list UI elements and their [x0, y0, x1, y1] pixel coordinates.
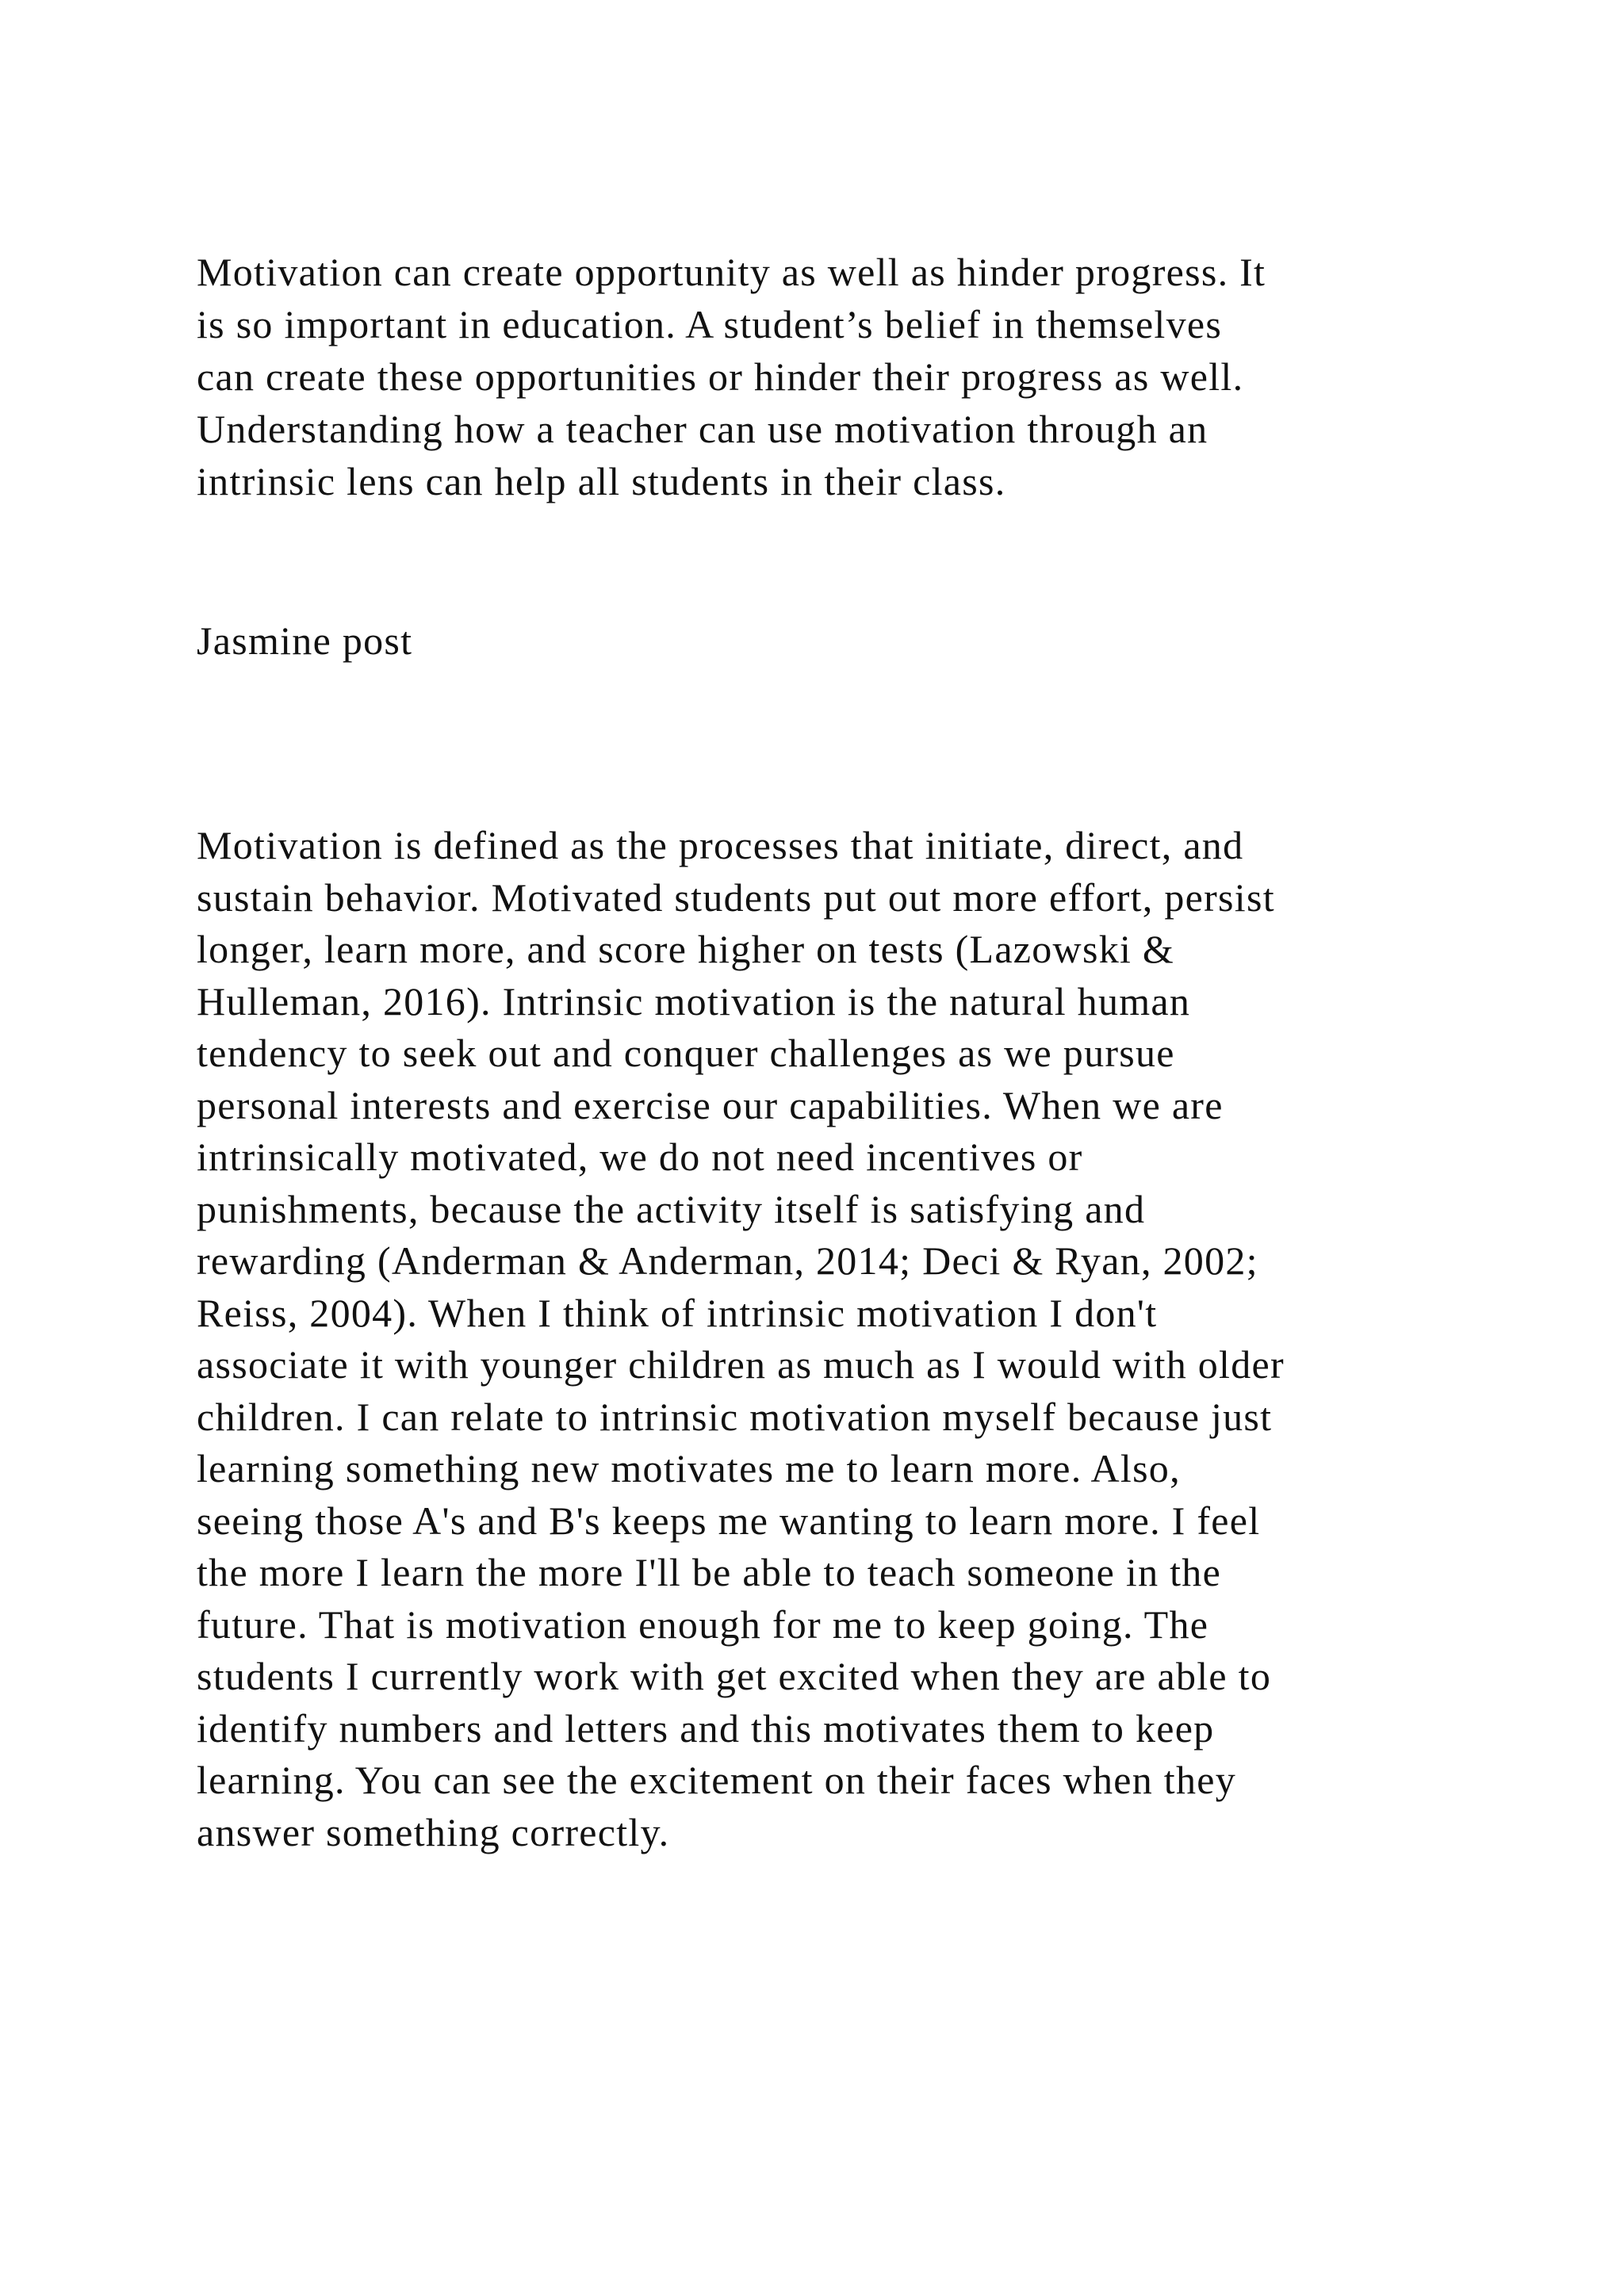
intro-paragraph: Motivation can create opportunity as well as hinder progress. It is so important in education. A student’s belief in themselves can create these opportunities or hinder their progress as well. Understanding how a teacher can use motivation through an intrinsic lens can help all students in their class.	[197, 250, 1266, 503]
post-heading: Jasmine post	[197, 618, 413, 663]
post-body-paragraph: Motivation is defined as the processes that initiate, direct, and sustain behavior. Motivated students put out more effort, persist longer, learn more, and score higher on tests (Lazowski & Hulleman, 2016). Intrinsic motivation is the natural human tendency to seek out and conquer challenges as we pursue personal interests and exercise our capabilities. When we are intrinsically motivated, we do not need incentives or punishments, because the activity itself is satisfying and rewarding (Anderman & Anderman, 2014; Deci & Ryan, 2002; Reiss, 2004). When I think of intrinsic motivation I don't associate it with younger children as much as I would with older children. I can relate to intrinsic motivation myself because just learning something new motivates me to learn more. Also, seeing those A's and B's keeps me wanting to learn more. I feel the more I learn the more I'll be able to teach someone in the future. That is motivation enough for me to keep going. The students I currently work with get excited when they are able to identify numbers and letters and this motivates them to keep learning. You can see the excitement on their faces when they answer something correctly.	[197, 823, 1285, 1854]
